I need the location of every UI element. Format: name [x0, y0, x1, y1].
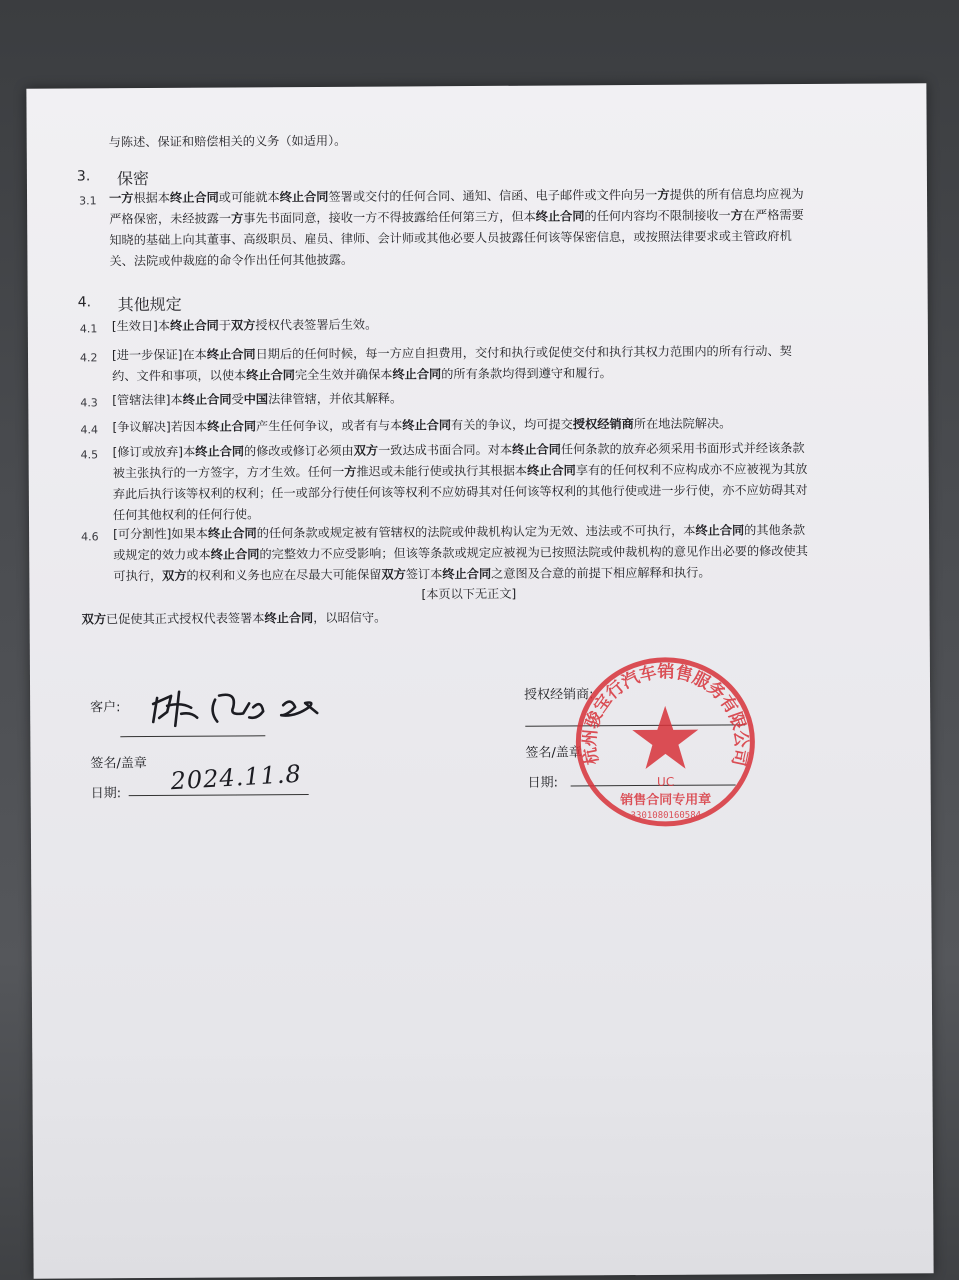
- dealer-date-label: 日期:: [527, 775, 559, 791]
- clause-line: [可分割性]如果本终止合同的任何条款或规定被有管辖权的法院或仲裁机构认定为无效、违法或不可执行，本终止合同的其他条款: [113, 523, 806, 542]
- seal-star: [632, 706, 698, 769]
- customer-handwritten-date: 2024.11.8: [169, 759, 303, 796]
- clause-line: [修订或放弃]本终止合同的修改或修订必须由双方一致达成书面合同。对本终止合同任何条款的放弃必须采用书面形式并经该条款: [112, 441, 805, 460]
- clause-line: 严格保密，未经披露一方事先书面同意，接收一方不得披露给任何第三方，但本终止合同的任何内容均不限制接收一方在严格需要: [109, 208, 804, 227]
- dealer-label: 授权经销商:: [524, 687, 594, 703]
- clause-3-1-number: 3.1: [79, 194, 97, 208]
- customer-date-line: [129, 794, 309, 796]
- customer-date-label: 日期:: [90, 786, 122, 802]
- clause-4-4-text: [112, 413, 731, 438]
- clause-line: 弃此后执行该等权利的权利；任一或部分行使任何该等权利不应妨碍其对任何该等权利的其他行使或进一步行使，亦不应妨碍其对: [112, 482, 808, 502]
- clause-line: 任何其他权利的任何行使。: [112, 507, 260, 523]
- clause-4-6-text: [113, 520, 808, 587]
- clause-line: 被主张执行的一方签字，方才生效。任何一方推迟或未能行使或执行其根据本终止合同享有的任何权利不应构成亦不应被视为其放: [112, 461, 808, 481]
- seal-code-text: 3301080160584: [630, 810, 702, 822]
- clause-line: [生效日]本终止合同于双方授权代表签署后生效。: [111, 317, 378, 334]
- clause-4-4-number: 4.4: [80, 423, 98, 437]
- section-3-number: 3.: [76, 168, 91, 185]
- clause-line: 或规定的效力或本终止合同的完整效力不应受影响；但该等条款或规定应被视为已按照法院或仲裁机构的意见作出必要的修改使其: [113, 543, 808, 563]
- seal-company-text: 杭州骏宝行汽车销售服务有限公司: [579, 662, 751, 768]
- clause-line: [管辖法律]本终止合同受中国法律管辖，并依其解释。: [112, 391, 403, 408]
- witness-line: 双方已促使其正式授权代表签署本终止合同，以昭信守。: [81, 610, 387, 627]
- clause-line: 知晓的基础上向其董事、高级职员、雇员、律师、会计师或其他必要人员披露任何该等保密信息，或按照法律要求或主管政府机: [109, 229, 792, 248]
- clause-4-6-number: 4.6: [81, 530, 99, 544]
- clause-line: 关、法院或仲裁庭的命令作出任何其他披露。: [109, 252, 354, 269]
- clause-4-1-number: 4.1: [79, 322, 98, 336]
- clause-4-5-number: 4.5: [80, 448, 99, 462]
- clause-4-5-text: [113, 438, 808, 526]
- clause-4-3-text: [112, 388, 402, 411]
- clause-4-3-number: 4.3: [80, 396, 98, 410]
- clause-line: [进一步保证]在本终止合同日期后的任何时候，每一方应自担费用，交付和执行或促使交付和执行其权力范围内的所有行动、契: [111, 344, 792, 363]
- section-3-title: 保密: [116, 169, 149, 189]
- clause-4-2-text: [112, 341, 792, 387]
- clause-4-2-number: 4.2: [79, 351, 98, 365]
- customer-signature: [145, 677, 330, 738]
- customer-label: 客户:: [90, 700, 121, 716]
- clause-line: 约、文件和事项，以使本终止合同完全生效并确保本终止合同的所有条款均得到遵守和履行。: [112, 366, 612, 384]
- dealer-sign-stamp-label: 签名/盖章: [525, 745, 582, 761]
- customer-sign-stamp-label: 签名/盖章: [90, 756, 147, 772]
- contract-page: [26, 83, 933, 1278]
- seal-center-text: 销售合同专用章: [620, 792, 712, 809]
- clause-3-1-text: [109, 184, 804, 272]
- clause-line: [争议解决]若因本终止合同产生任何争议，或者有与本终止合同有关的争议，均可提交授权经销商所在地法院解决。: [112, 416, 732, 435]
- page-end-note: [本页以下无正文]: [421, 586, 517, 602]
- clause-4-1-text: [112, 315, 378, 338]
- clause-line: 一方根据本终止合同或可能就本终止合同签署或交付的任何合同、通知、信函、电子邮件或文件向另一方提供的所有信息均应视为: [109, 187, 804, 206]
- intro-line: 与陈述、保证和赔偿相关的义务（如适用）。: [108, 133, 347, 150]
- section-4-title: 其他规定: [117, 294, 182, 315]
- company-seal: [570, 649, 761, 830]
- section-4-number: 4.: [77, 294, 92, 311]
- seal-mark-text: UC: [656, 774, 675, 789]
- clause-line: 可执行，双方的权利和义务也应在尽最大可能保留双方签订本终止合同之意图及合意的前提下相应解释和执行。: [113, 565, 711, 584]
